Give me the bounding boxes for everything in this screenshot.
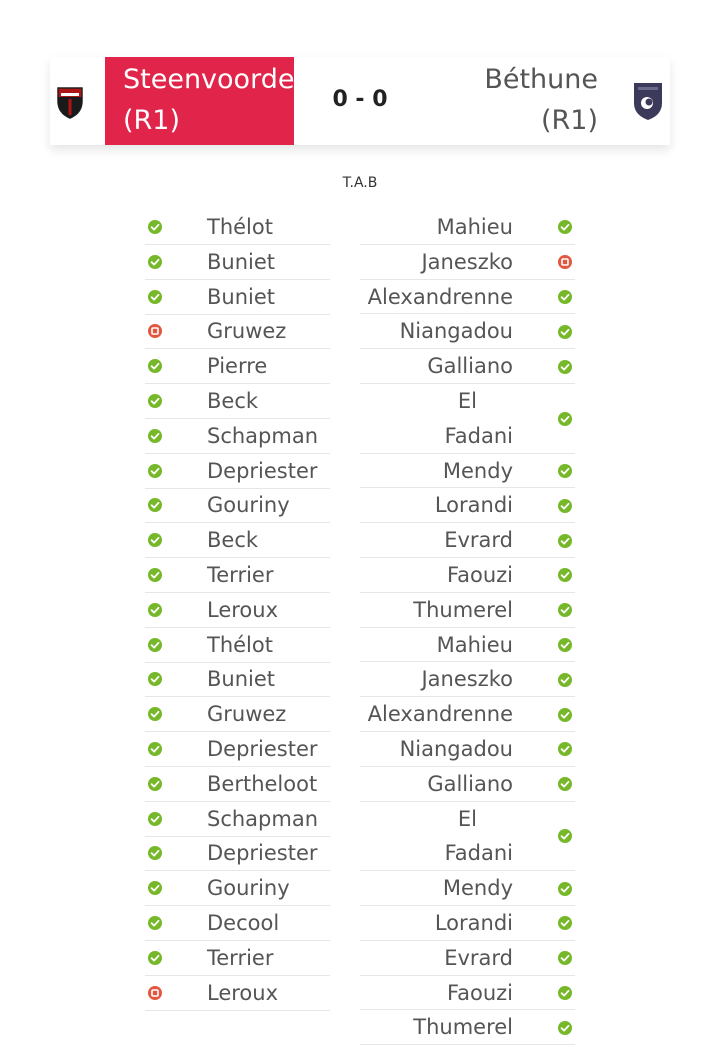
away-kick-cell <box>360 941 575 976</box>
away-team-crest-icon <box>632 81 664 121</box>
away-kick-cell <box>360 280 575 315</box>
goal-scored-icon <box>558 290 572 304</box>
away-kick-cell <box>360 697 575 732</box>
away-kicker-name-line2: Fadani <box>444 841 513 866</box>
goal-scored-icon <box>558 464 572 478</box>
away-kicker-name: Alexandrenne <box>367 702 513 727</box>
away-kick-row <box>145 558 575 593</box>
away-kick-cell <box>360 871 575 906</box>
goal-scored-icon <box>558 742 572 756</box>
home-kicker-name: Leroux <box>207 597 279 622</box>
away-kick-row <box>145 593 575 628</box>
goal-scored-icon <box>558 568 572 582</box>
away-kicker-name: Faouzi <box>446 980 513 1005</box>
away-kick-row <box>145 802 575 872</box>
home-kicker-name: Depriester <box>207 737 318 761</box>
goal-scored-icon <box>558 673 572 687</box>
away-kick-row <box>145 767 575 802</box>
home-kicker-name: Gouriny <box>207 493 290 518</box>
shootout-label: T.A.B <box>342 175 378 191</box>
home-kicker-name: Schapman <box>207 423 319 448</box>
away-kicker-name: Thumerel <box>413 1015 513 1040</box>
home-team-crest-icon <box>56 85 84 119</box>
away-kicker-name: Faouzi <box>446 563 513 587</box>
away-kicker-name: Mahieu <box>436 215 513 239</box>
home-kicker-name: Buniet <box>207 667 276 692</box>
away-kicker-name: Mendy <box>442 458 513 483</box>
goal-scored-icon <box>558 1021 572 1035</box>
home-team-block[interactable] <box>105 57 294 145</box>
away-kick-row <box>145 523 575 558</box>
goal-scored-icon <box>558 360 572 374</box>
away-kicker-name: Mendy <box>442 876 513 901</box>
away-kicker-name: Thumerel <box>413 597 513 622</box>
away-kick-row <box>145 662 575 697</box>
home-kicker-name: Schapman <box>207 806 319 831</box>
goal-scored-icon <box>558 708 572 722</box>
goal-scored-icon <box>558 325 572 339</box>
away-kick-row <box>145 871 575 906</box>
away-kick-cell <box>360 767 575 802</box>
goal-scored-icon <box>558 986 572 1000</box>
away-kicker-name: Evrard <box>444 945 513 970</box>
home-kicker-name: Thélot <box>207 632 273 657</box>
away-kick-cell <box>360 210 575 245</box>
home-kicker-name: Gruwez <box>207 702 287 727</box>
home-kicker-name: Leroux <box>207 980 279 1005</box>
away-kicker-name: Evrard <box>444 528 513 553</box>
match-header-card <box>50 57 670 145</box>
away-kicker-name: Mahieu <box>436 632 513 657</box>
away-kick-cell <box>360 976 575 1011</box>
away-kick-row <box>145 314 575 349</box>
away-kick-row <box>145 628 575 663</box>
away-kicker-name: Lorandi <box>434 493 513 518</box>
away-kick-row <box>145 1010 575 1045</box>
away-kicker-name: Alexandrenne <box>367 284 513 309</box>
goal-scored-icon <box>558 412 572 426</box>
home-kicker-name: Buniet <box>207 249 276 274</box>
away-kick-cell <box>360 1010 575 1045</box>
away-kicker-name: El <box>457 389 477 413</box>
goal-scored-icon <box>558 951 572 965</box>
away-kicker-name: Janeszko <box>421 667 513 692</box>
away-kick-row <box>145 697 575 732</box>
away-kick-row <box>145 454 575 489</box>
goal-scored-icon <box>558 638 572 652</box>
goal-missed-icon <box>558 255 572 269</box>
away-kick-row <box>145 349 575 384</box>
away-kick-cell <box>360 454 575 489</box>
goal-scored-icon <box>558 499 572 513</box>
home-kicker-name: Terrier <box>207 945 274 970</box>
home-kicker-name: Bertheloot <box>207 771 318 796</box>
away-kick-cell <box>360 802 575 872</box>
home-kicker-name: Decool <box>207 911 280 935</box>
goal-scored-icon <box>558 603 572 617</box>
goal-scored-icon <box>558 777 572 791</box>
away-kick-row <box>145 280 575 315</box>
away-kick-row <box>145 976 575 1011</box>
away-kicker-name: Niangadou <box>399 737 513 761</box>
away-kick-cell <box>360 245 575 280</box>
goal-scored-icon <box>558 829 572 843</box>
away-kick-cell <box>360 906 575 941</box>
home-kicker-name: Beck <box>207 389 259 413</box>
home-kicker-name: Buniet <box>207 284 276 309</box>
goal-scored-icon <box>558 882 572 896</box>
home-kicker-name: Terrier <box>207 563 274 587</box>
away-kicker-name-line2: Fadani <box>444 423 513 448</box>
home-team-name: Steenvoorde <box>123 64 294 95</box>
away-kick-row <box>145 384 575 454</box>
away-kicker-name: El <box>457 806 477 831</box>
home-kicker-name: Depriester <box>207 841 318 866</box>
home-kicker-name: Gruwez <box>207 319 287 344</box>
goal-scored-icon <box>558 916 572 930</box>
away-kick-cell <box>360 349 575 384</box>
home-kicker-name: Depriester <box>207 458 318 483</box>
home-kicker-name: Pierre <box>207 354 268 379</box>
away-kick-cell <box>360 662 575 697</box>
away-kick-cell <box>360 593 575 628</box>
away-kick-row <box>145 245 575 280</box>
away-kicker-name: Lorandi <box>434 911 513 935</box>
away-kicker-name: Galliano <box>427 771 513 796</box>
home-kicker-name: Gouriny <box>207 876 290 901</box>
away-kick-cell <box>360 732 575 767</box>
away-team-division: (R1) <box>540 105 598 136</box>
away-kick-row <box>145 732 575 767</box>
away-kick-row <box>145 906 575 941</box>
away-kick-row <box>145 210 575 245</box>
goal-scored-icon <box>558 534 572 548</box>
away-kicker-name: Niangadou <box>399 319 513 344</box>
away-kick-row <box>145 488 575 523</box>
away-kick-cell <box>360 488 575 523</box>
home-kicker-name: Thélot <box>207 215 273 239</box>
away-kick-cell <box>360 384 575 454</box>
away-kick-cell <box>360 628 575 663</box>
away-team-name[interactable]: Béthune <box>484 64 598 95</box>
away-kick-cell <box>360 523 575 558</box>
away-kick-cell <box>360 314 575 349</box>
match-score: 0 - 0 <box>332 87 388 112</box>
away-kicker-name: Galliano <box>427 354 513 379</box>
away-kick-row <box>145 941 575 976</box>
home-team-division: (R1) <box>123 105 181 136</box>
goal-scored-icon <box>558 220 572 234</box>
home-kicker-name: Beck <box>207 528 259 553</box>
away-kicker-name: Janeszko <box>421 249 513 274</box>
away-kick-cell <box>360 558 575 593</box>
